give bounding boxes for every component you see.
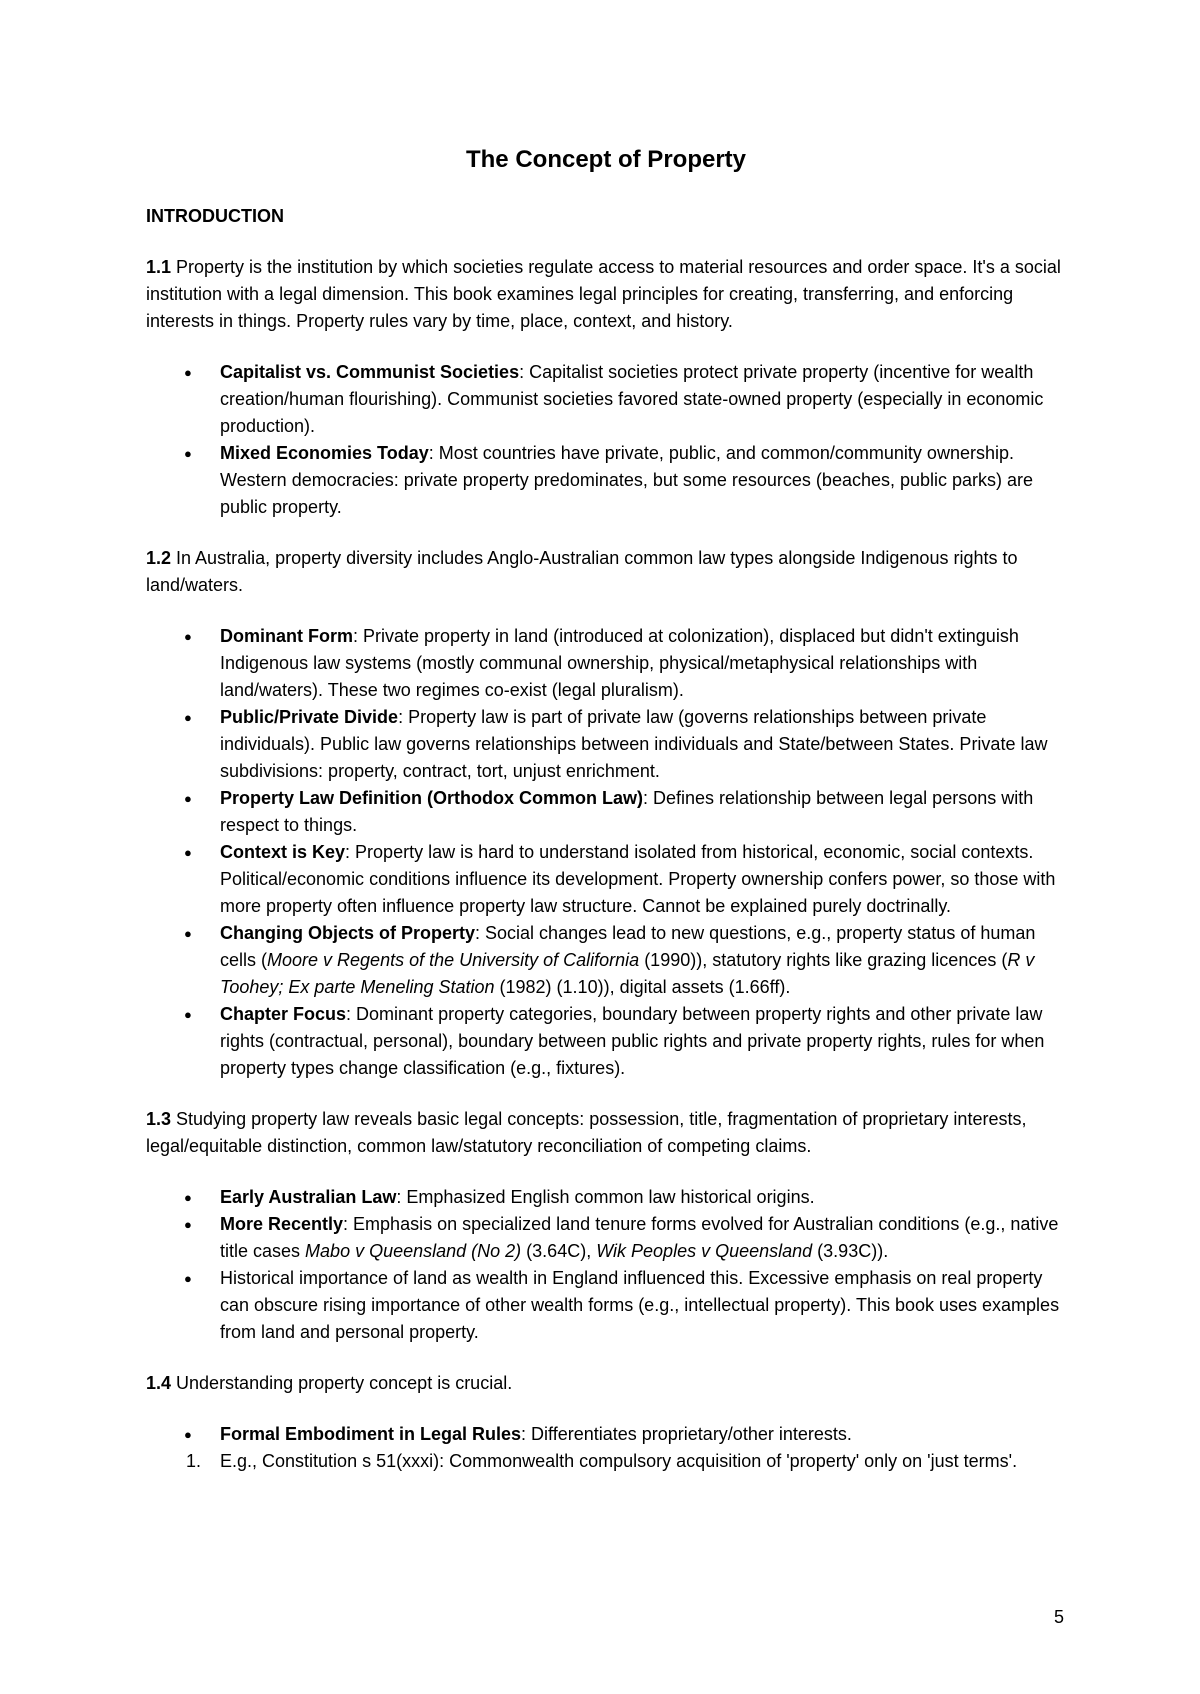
paragraph-number: 1.3 bbox=[146, 1109, 172, 1129]
section-heading: INTRODUCTION bbox=[146, 206, 284, 226]
list-item bbox=[146, 920, 1066, 1001]
numbered-sublist bbox=[186, 1448, 1066, 1475]
bullet-term: More Recently bbox=[220, 1214, 344, 1234]
bullet-text: (1982) (1.10)), digital assets (1.66ff). bbox=[494, 977, 791, 997]
bullet-text: : Property law is hard to understand isolated from historical, economic, social contexts. Political/economic conditions influence its development. Property ownership confers power, so those with more property often influence property law structure. Cannot be explained purely doctrinally. bbox=[220, 842, 1056, 916]
list-item bbox=[146, 704, 1066, 785]
list-item bbox=[146, 1265, 1066, 1346]
paragraph-1-1 bbox=[146, 254, 1066, 335]
bullet-text: : Private property in land (introduced at colonization), displaced but didn't extinguish Indigenous law systems (mostly communal ownership, physical/metaphysical relationships with land/waters). These two regimes co-exist (legal pluralism). bbox=[220, 626, 1019, 700]
list-item bbox=[146, 440, 1066, 521]
bullet-list-1-2 bbox=[146, 623, 1066, 1082]
case-citation: Mabo v Queensland (No 2) bbox=[305, 1241, 522, 1261]
bullet-text: : Defines relationship between legal persons with respect to things. bbox=[220, 788, 1034, 835]
bullet-list-1-4 bbox=[146, 1421, 1066, 1475]
list-item bbox=[146, 839, 1066, 920]
bullet-list-1-3 bbox=[146, 1184, 1066, 1346]
paragraph-text: In Australia, property diversity includes Anglo-Australian common law types alongside Indigenous rights to land/waters. bbox=[146, 548, 1018, 595]
bullet-text: Historical importance of land as wealth in England influenced this. Excessive emphasis on real property can obscure rising importance of other wealth forms (e.g., intellectual property). This book uses examples from land and personal property. bbox=[220, 1268, 1060, 1342]
paragraph-number: 1.1 bbox=[146, 257, 172, 277]
bullet-term: Changing Objects of Property bbox=[220, 923, 476, 943]
bullet-text: : Social changes lead to new questions, e.g., property status of human cells ( bbox=[220, 923, 1036, 970]
bullet-text: : Property law is part of private law (governs relationships between private individuals). Public law governs relationships between individuals and State/between States. Private law subdivisions: property, contract, tort, unjust enrichment. bbox=[220, 707, 1048, 781]
bullet-text: : Capitalist societies protect private property (incentive for wealth creation/human flourishing). Communist societies favored state-owned property (especially in economic production). bbox=[220, 362, 1044, 436]
bullet-text: : Most countries have private, public, and common/community ownership. Western democracies: private property predominates, but some resources (beaches, public parks) are public property. bbox=[220, 443, 1034, 517]
bullet-term: Mixed Economies Today bbox=[220, 443, 429, 463]
page-title: The Concept of Property bbox=[465, 146, 747, 173]
case-citation: R v Toohey; Ex parte Meneling Station bbox=[220, 950, 1035, 997]
paragraph-number: 1.4 bbox=[146, 1373, 172, 1393]
bullet-text: : Emphasis on specialized land tenure forms evolved for Australian conditions (e.g., native title cases bbox=[220, 1214, 1059, 1261]
bullet-list-1-1 bbox=[146, 359, 1066, 521]
list-item bbox=[146, 785, 1066, 839]
paragraph-text: Property is the institution by which societies regulate access to material resources and order space. It's a social institution with a legal dimension. This book examines legal principles for creating, transferring, and enforcing interests in things. Property rules vary by time, place, context, and history. bbox=[146, 257, 1061, 331]
list-item bbox=[146, 1001, 1066, 1082]
list-item bbox=[146, 1421, 1066, 1475]
bullet-term: Property Law Definition (Orthodox Common Law) bbox=[220, 788, 643, 808]
sublist-text: E.g., Constitution s 51(xxxi): Commonwealth compulsory acquisition of 'property' only on 'just terms'. bbox=[220, 1451, 1018, 1471]
bullet-text: : Dominant property categories, boundary between property rights and other private law rights (contractual, personal), boundary between public rights and private property rights, rules for when property types change classification (e.g., fixtures). bbox=[220, 1004, 1045, 1078]
bullet-term: Capitalist vs. Communist Societies bbox=[220, 362, 520, 382]
bullet-text: (3.93C)). bbox=[812, 1241, 889, 1261]
sublist-number: 1. bbox=[186, 1451, 202, 1471]
bullet-term: Context is Key bbox=[220, 842, 346, 862]
bullet-text: : Emphasized English common law historical origins. bbox=[396, 1187, 815, 1207]
sublist-item bbox=[186, 1448, 1066, 1475]
case-citation: Moore v Regents of the University of California bbox=[267, 950, 640, 970]
list-item bbox=[146, 359, 1066, 440]
bullet-term: Early Australian Law bbox=[220, 1187, 397, 1207]
bullet-term: Public/Private Divide bbox=[220, 707, 399, 727]
list-item bbox=[146, 1184, 1066, 1211]
bullet-text: : Differentiates proprietary/other interests. bbox=[521, 1424, 852, 1444]
paragraph-text: Understanding property concept is crucial. bbox=[171, 1373, 513, 1393]
list-item bbox=[146, 623, 1066, 704]
paragraph-1-4 bbox=[146, 1370, 1066, 1397]
paragraph-1-3 bbox=[146, 1106, 1066, 1160]
paragraph-1-2 bbox=[146, 545, 1066, 599]
case-citation: Wik Peoples v Queensland bbox=[596, 1241, 813, 1261]
bullet-text: (3.64C), bbox=[521, 1241, 597, 1261]
paragraph-number: 1.2 bbox=[146, 548, 172, 568]
bullet-text: (1990)), statutory rights like grazing licences ( bbox=[639, 950, 1008, 970]
bullet-term: Chapter Focus bbox=[220, 1004, 347, 1024]
bullet-term: Dominant Form bbox=[220, 626, 353, 646]
page-content bbox=[146, 143, 1066, 1499]
list-item bbox=[146, 1211, 1066, 1265]
paragraph-text: Studying property law reveals basic legal concepts: possession, title, fragmentation of proprietary interests, legal/equitable distinction, common law/statutory reconciliation of competing claims. bbox=[146, 1109, 1027, 1156]
page-number: 5 bbox=[1053, 1607, 1064, 1627]
bullet-term: Formal Embodiment in Legal Rules bbox=[220, 1424, 522, 1444]
